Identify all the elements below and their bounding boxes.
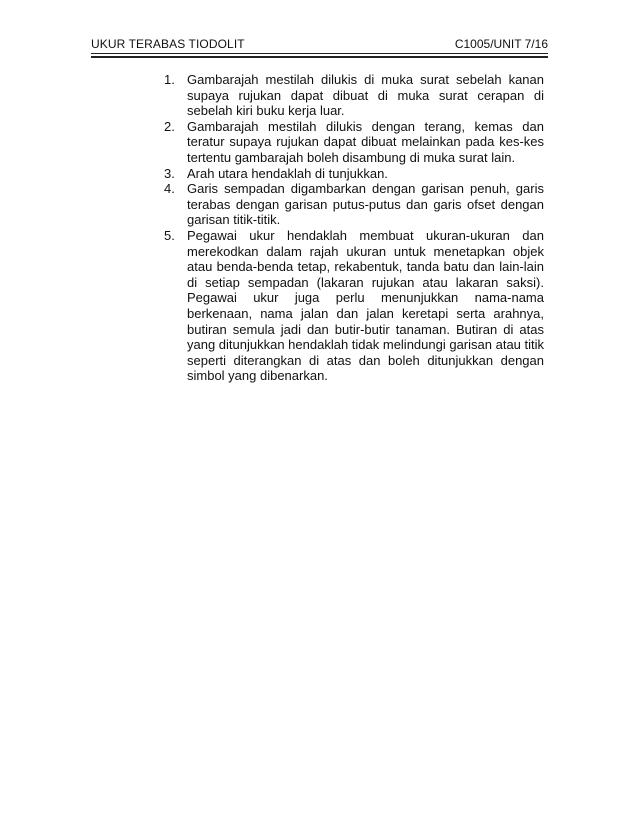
list-item	[164, 72, 544, 119]
header-divider-thin	[91, 53, 548, 54]
list-item-text: Garis sempadan digambarkan dengan garisan penuh, garis terabas dengan garisan putus-putus dan garis ofset dengan garisan titik-titik.	[187, 181, 544, 228]
list-item-number: 3.	[164, 165, 175, 181]
page-header	[91, 36, 548, 52]
list-item	[164, 119, 544, 166]
list-item-number: 2.	[164, 118, 175, 134]
list-item	[164, 166, 544, 182]
list-item-text: Gambarajah mestilah dilukis di muka surat sebelah kanan supaya rujukan dapat dibuat di muka surat cerapan di sebelah kiri buku kerja luar.	[187, 72, 544, 119]
list-item-number: 1.	[164, 72, 175, 87]
list-item-number: 4.	[164, 181, 175, 197]
page-body	[164, 72, 544, 384]
list-item-text: Pegawai ukur hendaklah membuat ukuran-ukuran dan merekodkan dalam rajah ukuran untuk menetapkan objek atau benda-benda tetap, rekabentuk, tanda batu dan lain-lain di setiap sempadan (lakaran rujukan atau lakaran saksi). Pegawai ukur juga perlu menunjukkan nama-nama berkenaan, nama jalan dan jalan keretapi serta arahnya, butiran semula jadi dan butir-butir tanaman. Butiran di atas yang ditunjukkan hendaklah tidak melindungi garisan atau titik seperti diterangkan di atas dan boleh ditunjukkan dengan simbol yang dibenarkan.	[187, 227, 545, 384]
list-item	[164, 181, 544, 228]
list-item-text: Gambarajah mestilah dilukis dengan terang, kemas dan teratur supaya rujukan dapat dibuat melainkan pada kes-kes tertentu gambarajah boleh disambung di muka surat lain.	[187, 118, 544, 165]
header-code: C1005/UNIT 7/16	[454, 37, 548, 51]
numbered-list	[164, 72, 544, 384]
header-title: UKUR TERABAS TIODOLIT	[91, 37, 245, 51]
header-divider-thick	[91, 56, 548, 58]
list-item-text: Arah utara hendaklah di tunjukkan.	[187, 165, 388, 181]
list-item-number: 5.	[164, 227, 175, 243]
list-item	[164, 228, 544, 384]
